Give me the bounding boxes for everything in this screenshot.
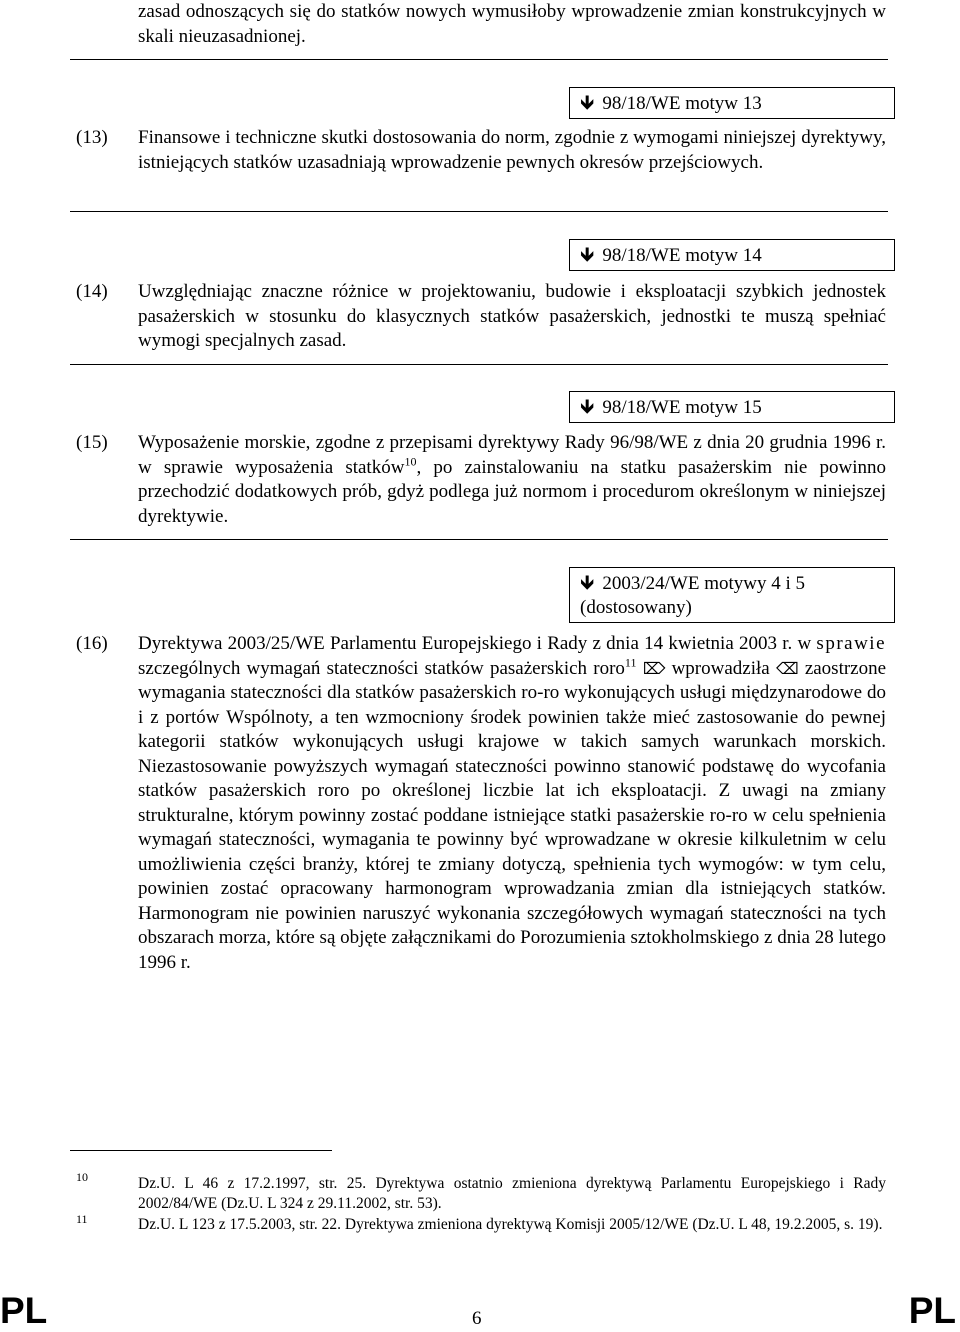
recital-text xyxy=(138,431,886,529)
down-arrow-icon: 🡻 xyxy=(580,242,595,266)
reference-label: 98/18/WE motyw 14 xyxy=(602,245,762,266)
recital-text-part: Wyposażenie morskie, zgodne z przepisami dyrektywy Rady 96/98/WE z dnia 20 grudnia 1996 r. w sprawie wyposażenia statków xyxy=(138,432,886,478)
top-paragraph: zasad odnoszących się do statków nowych wymusiłoby wprowadzenie zmian konstrukcyjnych w skali nieuzasadnionej. xyxy=(138,1,886,47)
footnote-text: Dz.U. L 123 z 17.5.2003, str. 22. Dyrektywa zmieniona dyrektywą Komisji 2005/12/WE (Dz.U. L 48, 19.2.2005, s. 19). xyxy=(138,1216,883,1233)
footnote-separator xyxy=(70,1150,332,1151)
reference-label: 2003/24/WE motywy 4 i 5 (dostosowany) xyxy=(580,573,806,618)
recital-text-part: Dyrektywa 2003/25/WE Parlamentu Europejskiego i Rady z dnia 14 kwietnia 2003 r. w xyxy=(138,633,812,654)
insert-start-icon: ⌦ xyxy=(642,658,666,678)
reference-box xyxy=(569,391,895,423)
separator-rule xyxy=(70,59,888,60)
recital-number: (14) xyxy=(76,281,108,302)
footnote-text: Dz.U. L 46 z 17.2.1997, str. 25. Dyrektywa ostatnio zmieniona dyrektywą Parlamentu Europejskiego i Rady 2002/84/WE (Dz.U. L 324 z 29.11.2002, str. 53). xyxy=(138,1175,886,1212)
footer-language-left: PL xyxy=(0,1290,48,1331)
recital-text-part: szczególnych wymagań stateczności statków pasażerskich roro xyxy=(138,657,625,679)
recital-number: (13) xyxy=(76,127,108,148)
footer-language-right: PL xyxy=(908,1290,956,1331)
recital-text: Finansowe i techniczne skutki dostosowania do norm, zgodnie z wymogami niniejszej dyrektywy, istniejących statków uzasadniają wprowadzenie pewnych okresów przejściowych. xyxy=(138,127,886,173)
insert-end-icon: ⌫ xyxy=(775,658,799,678)
separator-rule xyxy=(70,211,888,212)
reference-box xyxy=(569,239,895,271)
reference-label: 98/18/WE motyw 13 xyxy=(602,93,762,114)
recital-number: (16) xyxy=(76,633,108,654)
separator-rule xyxy=(70,539,888,540)
footnote-ref[interactable]: 10 xyxy=(404,454,417,469)
recital-text-part: zaostrzone wymagania stateczności dla statków pasażerskich ro-ro wykonujących usługi międzynarodowe do i z portów Wspólnoty, a ten wzmocniony środek powinien także mieć zastosowanie do pewnej kategorii statków wykonujących usługi krajowe w takich samych warunkach morskich. Niezastosowanie powyższych wymagań stateczności powinno stanowić podstawę do wycofania statków pasażerskich roro po określonej liczbie lat ich eksploatacji. Z uwagi na zmiany strukturalne, którym powinny zostać poddane istniejące statki pasażerskie ro-ro w celu spełnienia wymagań stateczności, wymagania te powinny być wprowadzane w okresie kilkuletnim w celu umożliwienia części branży, której te zmiany dotyczą, spełnienia tych wymogów: w tym celu, powinien zostać opracowany harmonogram wprowadzania zmian dla istniejących statków. Harmonogram nie powinien naruszyć wykonania szczegółowych wymagań stateczności na tych obszarach morza, które są objęte załącznikami do Porozumienia sztokholmskiego z dnia 28 lutego 1996 r. xyxy=(138,657,887,973)
recital-text-part: , po zainstalowaniu na statku pasażerskim nie powinno przechodzić dodatkowych prób, gdyż podlega już normom i procedurom określonym w niniejszej dyrektywie. xyxy=(138,456,886,527)
recital-number: (15) xyxy=(76,432,108,453)
reference-box xyxy=(569,567,895,623)
footnote-number: 10 xyxy=(76,1170,88,1184)
separator-rule xyxy=(70,364,888,365)
down-arrow-icon: 🡻 xyxy=(580,90,595,114)
recital-text: Uwzględniając znaczne różnice w projektowaniu, budowie i eksploatacji szybkich jednostek pasażerskich w stosunku do klasycznych statków pasażerskich, jednostki te muszą spełniać wymogi specjalnych zasad. xyxy=(138,281,886,351)
reference-label: 98/18/WE motyw 15 xyxy=(602,397,762,418)
page-number: 6 xyxy=(472,1308,482,1329)
footnote-ref[interactable]: 11 xyxy=(624,655,637,670)
recital-text xyxy=(138,632,886,975)
reference-box xyxy=(569,87,895,119)
recital-text-spaced: sprawie xyxy=(816,633,887,654)
footnote-number: 11 xyxy=(76,1212,88,1226)
down-arrow-icon: 🡻 xyxy=(580,394,595,418)
inserted-word: wprowadziła xyxy=(671,657,770,679)
down-arrow-icon: 🡻 xyxy=(580,570,595,594)
